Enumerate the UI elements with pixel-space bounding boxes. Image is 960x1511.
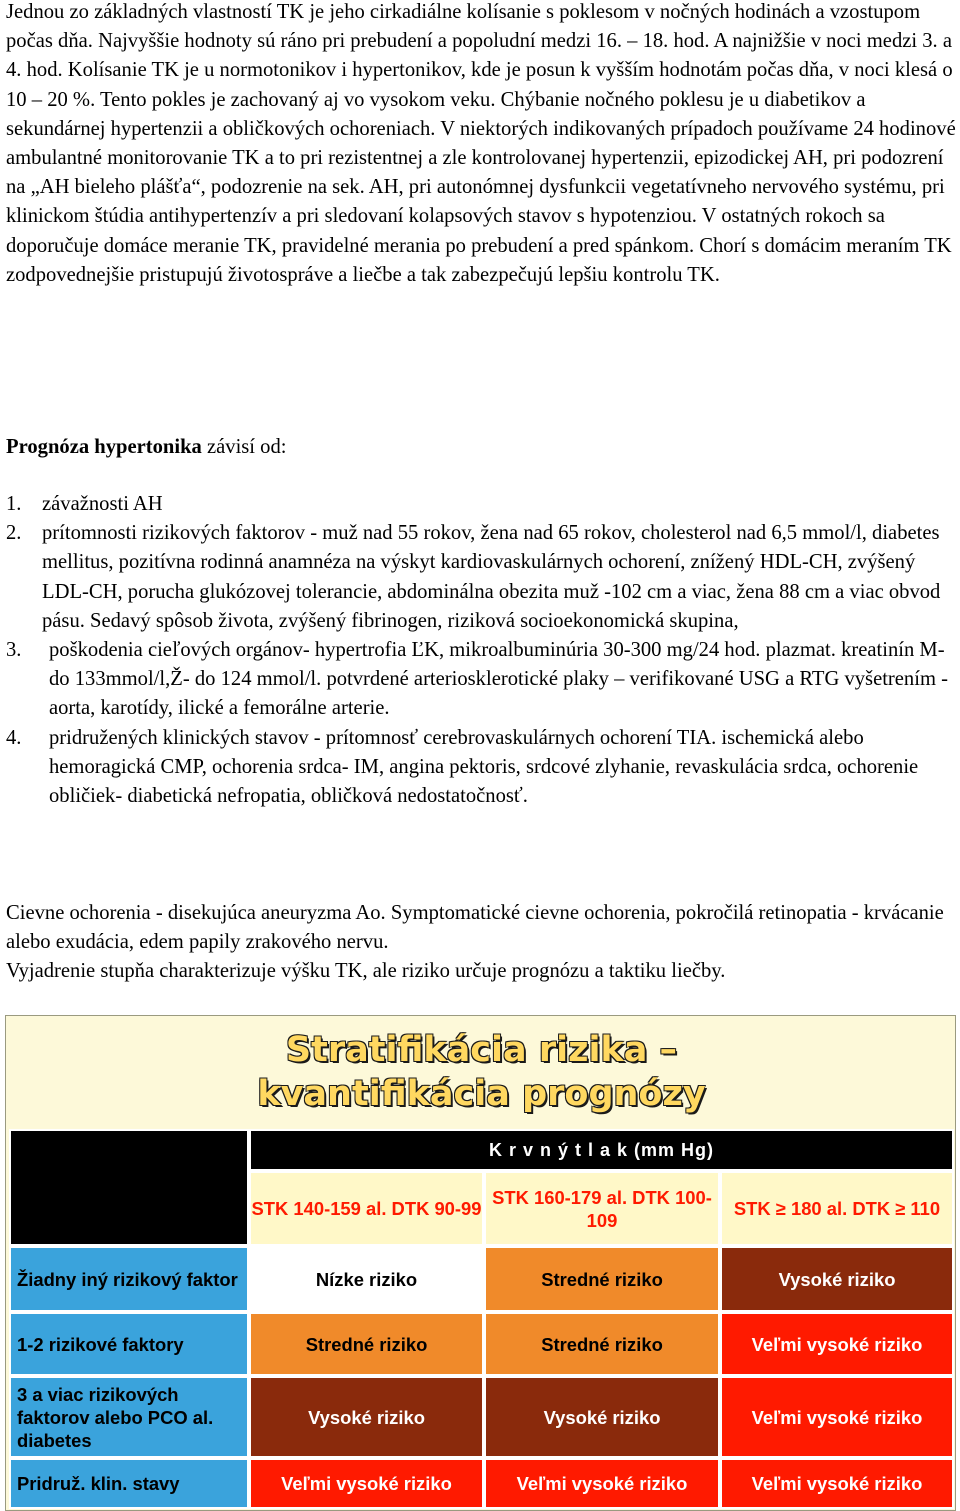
list-item: 4. pridružených klinických stavov - prítomnosť cerebrovaskulárnych ochorení TIA. ischemická alebo hemoragická CMP, ochorenia srdca- IM, angina pektoris, srdcové zlyhanie, revaskulácia srdca, ochorenie obličiek- diabetická nefropatia, obličková nedostatočnosť. <box>6 726 919 808</box>
slide-title-line1: Stratifikácia rizika – <box>285 1030 678 1070</box>
risk-cell: Veľmi vysoké riziko <box>720 1312 954 1376</box>
risk-cell: Nízke riziko <box>249 1246 484 1312</box>
risk-cell: Stredné riziko <box>249 1312 484 1376</box>
column-header: STK 160-179 al. DTK 100-109 <box>484 1171 720 1246</box>
blood-pressure-header: K r v n ý t l a k (mm Hg) <box>249 1129 954 1171</box>
row-header: 1-2 rizikové faktory <box>9 1312 249 1376</box>
column-header: STK 140-159 al. DTK 90-99 <box>249 1171 484 1246</box>
row-header: Pridruž. klin. stavy <box>9 1458 249 1509</box>
risk-cell: Vysoké riziko <box>720 1246 954 1312</box>
table-corner <box>9 1129 249 1246</box>
prognosis-factor-list <box>6 490 956 811</box>
risk-cell: Veľmi vysoké riziko <box>249 1458 484 1509</box>
prognosis-heading-rest: závisí od: <box>201 436 287 458</box>
prognosis-heading-bold: Prognóza hypertonika <box>6 436 202 458</box>
risk-stratification-slide <box>5 1015 956 1511</box>
row-header: Žiadny iný rizikový faktor <box>9 1246 249 1312</box>
slide-title <box>6 1028 956 1116</box>
list-item: 1. závažnosti AH <box>6 493 163 515</box>
intro-paragraph: Jednou zo základných vlastností TK je jeho cirkadiálne kolísanie s poklesom v nočných hodinách a vzostupom počas dňa. Najvyššie hodnoty sú ráno pri prebudení a popoludní medzi 16. – 18. hod. A najnižšie v noci medzi 3. a 4. hod. Kolísanie TK je u normotonikov i hypertonikov, kde je posun k vyšším hodnotám počas dňa, v noci klesá o 10 – 20 %. Tento pokles je zachovaný aj vo vysokom veku. Chýbanie nočného poklesu je u diabetikov a sekundárnej hypertenzii a obličkových ochoreniach. V niektorých indikovaných prípadoch používame 24 hodinové ambulantné monitorovanie TK a to pri rezistentnej a zle kontrolovanej hypertenzii, epizodickej AH, pri podozrení na „AH bieleho plášťa“, podozrenie na sek. AH, pri autonómnej dysfunkcii vegetatívneho nervového systému, pri klinickom štúdia antihypertenzív a pri sledovaní kolapsových stavov s hypotenziou. V ostatných rokoch sa doporučuje domáce meranie TK, pravidelné merania po prebudení a pred spánkom. Chorí s domácim meraním TK zodpovednejšie pristupujú životospráve a liečbe a tak zabezpečujú lepšiu kontrolu TK. <box>6 1 956 286</box>
risk-table <box>9 1129 954 1509</box>
list-item: 2. prítomnosti rizikových faktorov - muž nad 55 rokov, žena nad 65 rokov, cholesterol nad 6,5 mmol/l, diabetes mellitus, pozitívna rodinná anamnéza na výskyt kardiovaskulárnych ochorení, znížený HDL-CH, zvýšený LDL-CH, porucha glukózovej tolerancie, abdominálna obezita muž -102 cm a viac, žena 88 cm a viac obvod pásu. Sedavý spôsob života, zvýšený fibrinogen, riziková socioekonomická skupina, <box>6 522 941 632</box>
risk-cell: Stredné riziko <box>484 1312 720 1376</box>
row-header: 3 a viac rizikových faktorov alebo PCO al. diabetes <box>9 1376 249 1458</box>
column-header: STK ≥ 180 al. DTK ≥ 110 <box>720 1171 954 1246</box>
risk-cell: Vysoké riziko <box>484 1376 720 1458</box>
risk-cell: Veľmi vysoké riziko <box>720 1458 954 1509</box>
risk-cell: Vysoké riziko <box>249 1376 484 1458</box>
slide-title-line2: kvantifikácia prognózy <box>257 1074 706 1114</box>
risk-cell: Stredné riziko <box>484 1246 720 1312</box>
conclusion-paragraph: Vyjadrenie stupňa charakterizuje výšku TK, ale riziko určuje prognózu a taktiku liečby. <box>6 960 726 982</box>
prognosis-heading <box>6 433 287 462</box>
risk-cell: Veľmi vysoké riziko <box>484 1458 720 1509</box>
vascular-paragraph: Cievne ochorenia - disekujúca aneuryzma Ao. Symptomatické cievne ochorenia, pokročilá retinopatia - krvácanie alebo exudácia, edem papily zrakového nervu. <box>6 902 944 954</box>
risk-cell: Veľmi vysoké riziko <box>720 1376 954 1458</box>
list-item: 3. poškodenia cieľových orgánov- hypertrofia ĽK, mikroalbuminúria 30-300 mg/24 hod. plazmat. kreatinín M- do 133mmol/l,Ž- do 124 mmol/l. potvrdené arteriosklerotické plaky – verifikované USG a RTG vyšetrením - aorta, karotídy, ilické a femorálne arterie. <box>6 639 948 720</box>
